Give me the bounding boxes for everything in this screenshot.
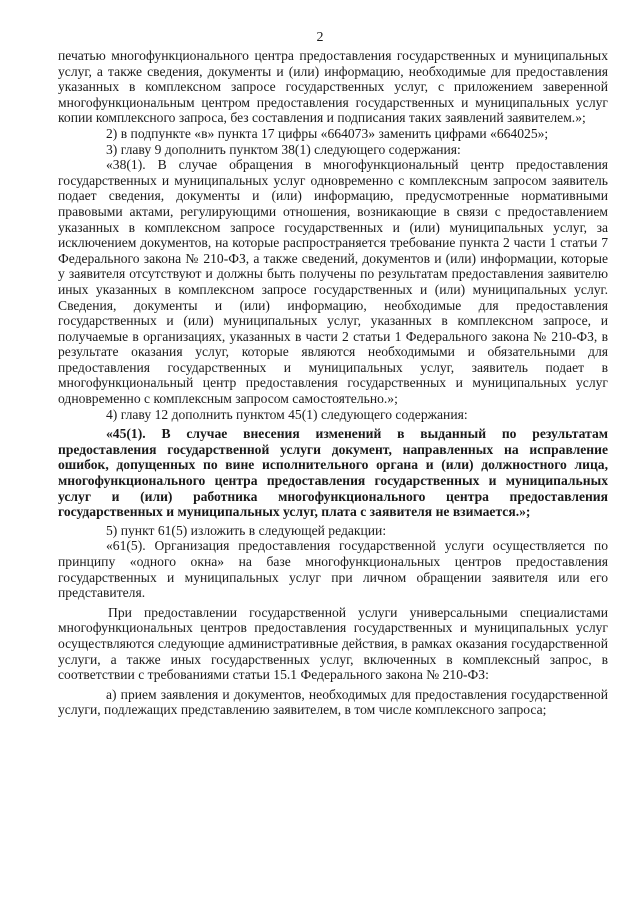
- paragraph-61-5: «61(5). Организация предоставления государственной услуги осуществляется по принципу «одного окна» на базе многофункциональных центров предоставления государственных и муниципальных услуг при личном обращении заявителя или его представителя.: [58, 538, 608, 601]
- paragraph-item-3: 3) главу 9 дополнить пунктом 38(1) следующего содержания:: [106, 141, 461, 157]
- document-body: [58, 48, 608, 718]
- paragraph-item-2: 2) в подпункте «в» пункта 17 цифры «664073» заменить цифрами «664025»;: [106, 125, 549, 141]
- paragraph-item-4: 4) главу 12 дополнить пунктом 45(1) следующего содержания:: [106, 406, 468, 422]
- page-number: 2: [316, 30, 324, 45]
- paragraph-continuation: печатью многофункционального центра предоставления государственных и муниципальных услуг, а также сведения, документы и (или) информацию, необходимые для предоставления указанных в комплексном запросе государственных услуг, с приложением заверенной многофункциональным центром предоставления государственных и муниципальных услуг копии комплексного запроса, без составления и подписания таких заявлений заявителем.»;: [58, 48, 608, 126]
- paragraph-item-5: 5) пункт 61(5) изложить в следующей редакции:: [106, 522, 387, 538]
- paragraph-38-1: «38(1). В случае обращения в многофункциональный центр предоставления государственных и муниципальных услуг одновременно с комплексным запросом заявитель подает сведения, документы и (или) информацию, предусмотренные нормативными правовыми актами, регулирующими отношения, возникающие в связи с предоставлением указанных в комплексном запросе государственных и (или) муниципальных услуг, за исключением документов, на которые распространяется требование пункта 2 части 1 статьи 7 Федерального закона № 210-ФЗ, а также сведений, документов и (или) информации, которые у заявителя отсутствуют и должны быть получены по результатам предоставления заявителю иных указанных в комплексном запросе государственных и (или) муниципальных услуг. Сведения, документы и (или) информацию, необходимые для предоставления государственных и (или) муниципальных услуг, указанных в комплексном запросе, и получаемые в организациях, указанных в части 2 статьи 1 Федерального закона № 210-ФЗ, в результате оказания услуг, которые являются необходимыми и обязательными для предоставления государственных и муниципальных услуг, заявитель подает в многофункциональный центр предоставления государственных и муниципальных услуг одновременно с комплексным запросом самостоятельно.»;: [58, 157, 608, 407]
- paragraph-subitem-a: а) прием заявления и документов, необходимых для предоставления государственной услуги, подлежащих представлению заявителем, в том числе комплексного запроса;: [58, 686, 608, 718]
- paragraph-45-1-bold: «45(1). В случае внесения изменений в выданный по результатам предоставления государственной услуги документ, направленных на исправление ошибок, допущенных по вине исполнительного органа и (или) должностного лица, многофункционального центра предоставления государственных и муниципальных услуг и (или) работника многофункционального центра предоставления государственных и муниципальных услуг, плата с заявителя не взимается.»;: [58, 426, 608, 520]
- paragraph-administrative-actions: При предоставлении государственной услуги универсальными специалистами многофункциональных центров предоставления государственных и муниципальных услуг осуществляются следующие административные действия, в рамках оказания государственной услуги, а также иных государственных услуг, включенных в комплексный запрос, в соответствии с требованиями статьи 15.1 Федерального закона № 210-ФЗ:: [58, 604, 608, 683]
